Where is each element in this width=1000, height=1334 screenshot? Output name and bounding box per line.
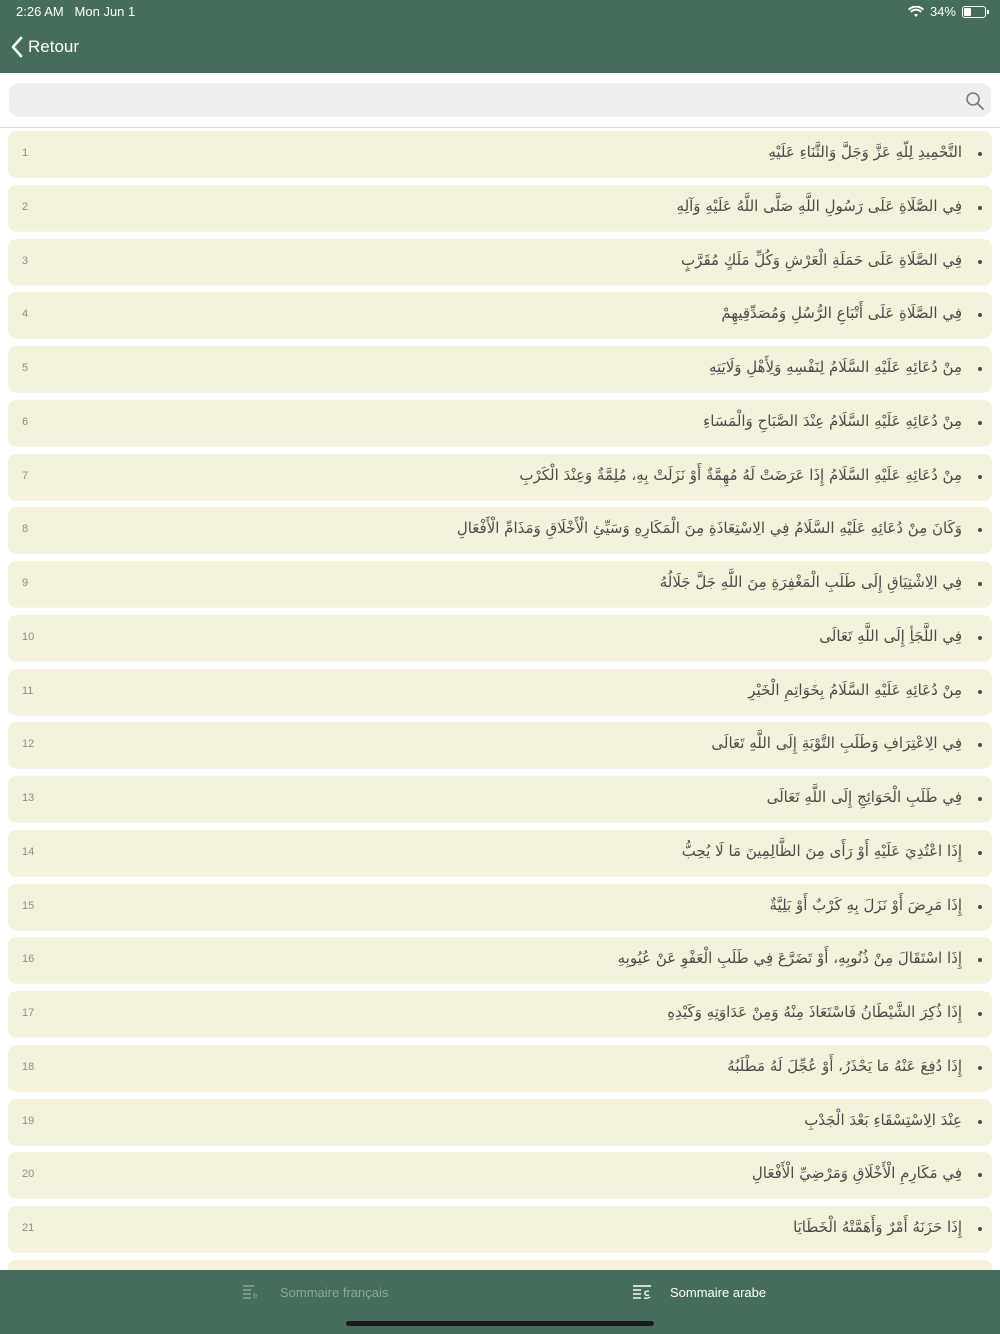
list-item-title: فِي اللَّجَأِ إِلَى اللَّهِ تَعَالَى [819, 626, 962, 645]
list-item-number: 4 [22, 308, 29, 321]
list-item-number: 10 [22, 630, 35, 643]
list-item-title: مِنْ دُعَائِهِ عَلَيْهِ السَّلَامُ بِخَوَاتِمِ الْخَيْرِ [748, 680, 962, 699]
list-item[interactable] [8, 884, 992, 930]
bullet-icon [978, 1066, 982, 1070]
list-item[interactable] [8, 991, 992, 1037]
battery-icon [962, 6, 986, 18]
list-item[interactable] [8, 561, 992, 607]
list-item[interactable] [8, 615, 992, 661]
bullet-icon [978, 582, 982, 586]
list-item[interactable] [8, 239, 992, 285]
tab-sommaire-arabe[interactable] [632, 1284, 766, 1300]
svg-text:fr: fr [253, 1292, 258, 1300]
list-item-title: إِذَا مَرِضَ أَوْ نَزَلَ بِهِ كَرْبٌ أَوْ بَلِيَّةٌ [769, 895, 962, 914]
list-ar-icon [632, 1284, 652, 1300]
bullet-icon [978, 206, 982, 210]
chevron-left-icon [10, 36, 24, 58]
list-item-number: 12 [22, 738, 35, 751]
list-item[interactable] [8, 1099, 992, 1145]
list-item[interactable] [8, 185, 992, 231]
bullet-icon [978, 636, 982, 640]
top-bar [0, 0, 1000, 73]
list-item-title: إِذَا اسْتَقَالَ مِنْ ذُنُوبِهِ، أَوْ تَضَرَّعَ فِي طَلَبِ الْعَفْوِ عَنْ عُيُوبِهِ [617, 949, 962, 968]
list-item-number: 5 [22, 362, 29, 374]
status-date-text: Mon Jun 1 [74, 4, 136, 19]
list-item-number: 16 [22, 953, 35, 966]
bullet-icon [978, 367, 982, 371]
search-icon[interactable] [965, 91, 985, 111]
list-item-number: 11 [22, 684, 34, 697]
bullet-icon [978, 152, 982, 156]
list-item[interactable] [8, 346, 992, 392]
list-item-title: إِذَا ذُكِرَ الشَّيْطَانُ فَاسْتَعَاذَ مِنْهُ وَمِنْ عَدَاوَتِهِ وَكَيْدِهِ [667, 1003, 962, 1021]
list-item[interactable] [8, 722, 992, 768]
list-item-number: 6 [22, 415, 29, 428]
list-item-number: 3 [22, 254, 29, 267]
list-item[interactable] [8, 1152, 992, 1198]
bullet-icon [978, 797, 982, 801]
status-right [908, 4, 986, 19]
list-item[interactable] [8, 400, 992, 446]
list-item-title: إِذَا اعْتُدِيَ عَلَيْهِ أَوْ رَأَى مِنَ الظَّالِمِينَ مَا لَا يُحِبُّ [681, 841, 962, 860]
list-item-title: فِي الصَّلَاةِ عَلَى رَسُولِ اللَّهِ صَلَّى اللَّهُ عَلَيْهِ وَآلِهِ [676, 196, 962, 215]
list-item-number: 17 [22, 1007, 35, 1019]
search-input[interactable] [19, 83, 953, 119]
list-item[interactable] [8, 937, 992, 983]
list-item[interactable] [8, 1045, 992, 1091]
list-item-number: 1 [22, 147, 29, 159]
home-indicator [346, 1321, 654, 1326]
list-item-number: 9 [22, 577, 29, 589]
list-item-number: 19 [22, 1114, 35, 1127]
tab-sommaire-francais[interactable] [242, 1284, 388, 1300]
search-bar[interactable] [9, 83, 991, 117]
status-time [16, 4, 135, 19]
bullet-icon [978, 528, 982, 532]
list-item[interactable] [8, 669, 992, 715]
list-item-title: فِي طَلَبِ الْحَوَائِجِ إِلَى اللَّهِ تَعَالَى [766, 788, 962, 806]
bullet-icon [978, 313, 982, 317]
list-item-title: إِذَا حَزَنَهُ أَمْرٌ وَأَهَمَّتْهُ الْخَطَايَا [793, 1218, 962, 1236]
wifi-icon [908, 6, 924, 18]
list-item-number: 20 [22, 1168, 35, 1181]
list-item-title: مِنْ دُعَائِهِ عَلَيْهِ السَّلَامُ إِذَا عَرَضَتْ لَهُ مُهِمَّةٌ أَوْ نَزَلَتْ بِهِ، مُلِمَّةٌ وَعِنْدَ الْكَرْبِ [519, 465, 962, 484]
bullet-icon [978, 743, 982, 747]
list-item-number: 21 [22, 1222, 35, 1234]
tab-ar-label: Sommaire arabe [670, 1284, 767, 1300]
bullet-icon [978, 1173, 982, 1177]
list-item-number: 8 [22, 523, 29, 536]
battery-percent: 34% [929, 4, 956, 19]
bullet-icon [978, 475, 982, 479]
list-item-number: 15 [22, 899, 35, 912]
bullet-icon [978, 905, 982, 909]
list-item-title: وَكَانَ مِنْ دُعَائِهِ عَلَيْهِ السَّلَامُ فِي الِاسْتِعَاذَةِ مِنَ الْمَكَارِهِ وَسَيِّئِ الْأَخْلَاقِ وَمَذَامِّ الْأَفْعَالِ [456, 519, 962, 538]
list-item[interactable] [8, 454, 992, 500]
list-item-number: 14 [22, 845, 35, 858]
status-time-text: 2:26 AM [16, 4, 64, 19]
list-item-number: 13 [22, 792, 35, 804]
list-item-title: إِذَا دُفِعَ عَنْهُ مَا يَحْذَرُ، أَوْ عُجِّلَ لَهُ مَطْلَبُهُ [727, 1056, 962, 1075]
list-item-number: 7 [22, 469, 29, 482]
bullet-icon [978, 421, 982, 425]
list-item-title: فِي الِاشْتِيَاقِ إِلَى طَلَبِ الْمَغْفِرَةِ مِنَ اللَّهِ جَلَّ جَلَالُهُ [659, 573, 962, 591]
list-item[interactable] [8, 830, 992, 876]
list-item[interactable] [8, 131, 992, 177]
back-button[interactable] [10, 36, 79, 58]
list-item-title: فِي مَكَارِمِ الْأَخْلَاقِ وَمَرْضِيِّ الْأَفْعَالِ [751, 1164, 962, 1183]
list-item[interactable] [8, 776, 992, 822]
search-bar-container [0, 73, 1000, 128]
list-item-title: فِي الِاعْتِرَافِ وَطَلَبِ التَّوْبَةِ إِلَى اللَّهِ تَعَالَى [711, 734, 962, 753]
bullet-icon [978, 1012, 982, 1016]
list-item-title: التَّحْمِيدِ لِلّهِ عَزَّ وَجَلَّ وَالثَّنَاءِ عَلَيْهِ [768, 143, 962, 161]
list-item-number: 2 [22, 200, 29, 213]
list-item[interactable] [8, 1206, 992, 1252]
back-label: Retour [28, 37, 80, 56]
list-item[interactable] [8, 507, 992, 553]
bullet-icon [978, 260, 982, 264]
list-item[interactable] [8, 292, 992, 338]
bullet-icon [978, 1227, 982, 1231]
list-item-title: فِي الصَّلَاةِ عَلَى أَتْبَاعِ الرُّسُلِ وَمُصَدِّقِيهِمْ [721, 304, 962, 323]
list-item-title: مِنْ دُعَائِهِ عَلَيْهِ السَّلَامُ لِنَفْسِهِ وَلِأَهْلِ وَلَايَتِهِ [708, 358, 962, 376]
list-item-title: مِنْ دُعَائِهِ عَلَيْهِ السَّلَامُ عِنْدَ الصَّبَاحِ وَالْمَسَاءِ [703, 411, 962, 430]
list-item-title: فِي الصَّلَاةِ عَلَى حَمَلَةِ الْعَرْشِ وَكُلِّ مَلَكٍ مُقَرَّبٍ [681, 250, 962, 269]
list-item-number: 18 [22, 1060, 35, 1073]
bullet-icon [978, 958, 982, 962]
list-fr-icon [242, 1284, 262, 1300]
bullet-icon [978, 690, 982, 694]
list-item-title: عِنْدَ الِاسْتِسْقَاءِ بَعْدَ الْجَدْبِ [804, 1110, 962, 1129]
tab-fr-label: Sommaire français [280, 1284, 389, 1300]
bullet-icon [978, 1120, 982, 1124]
bullet-icon [978, 851, 982, 855]
